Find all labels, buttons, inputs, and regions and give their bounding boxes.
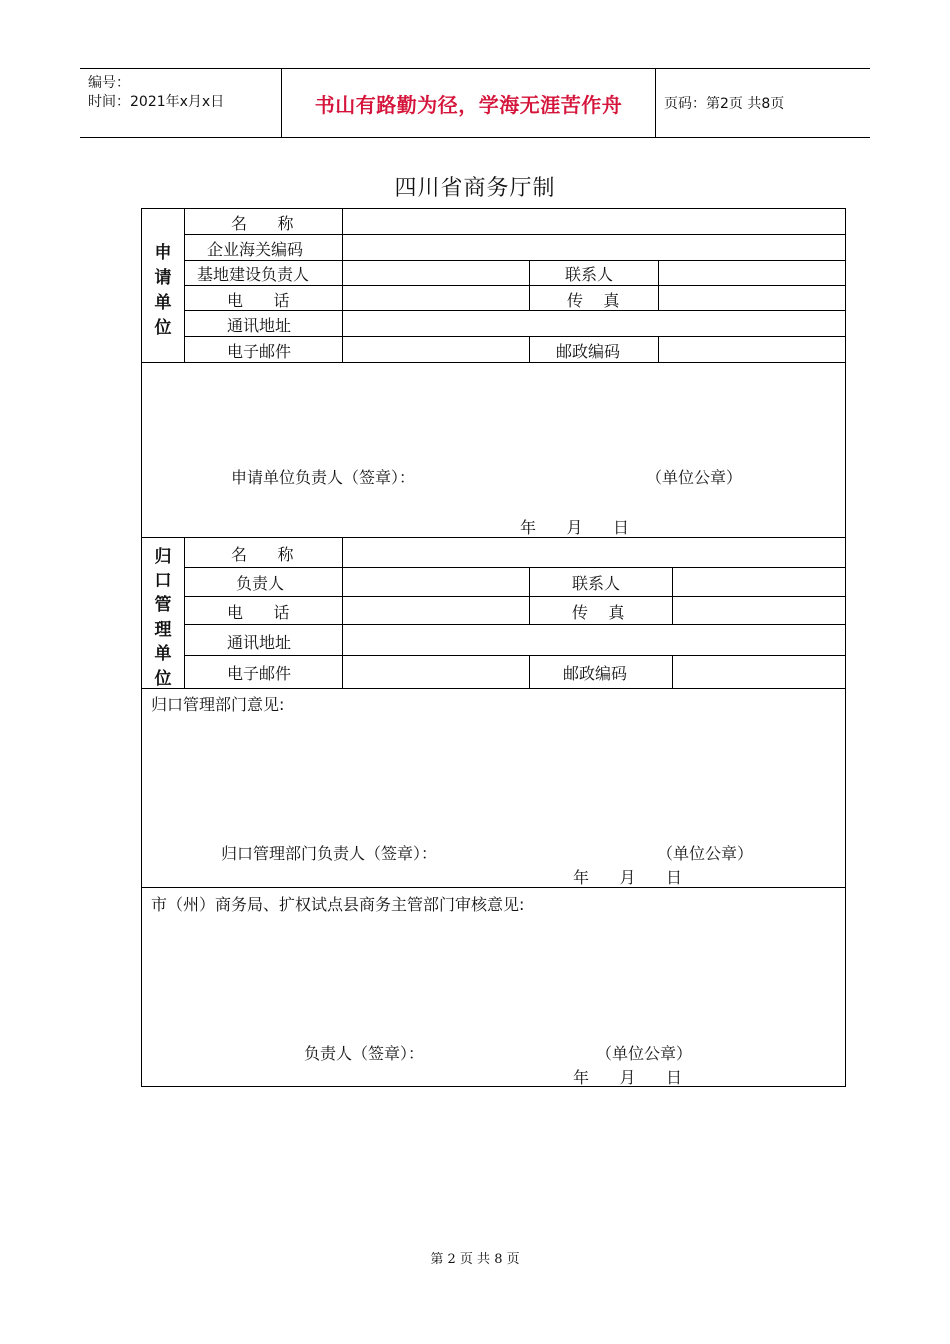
city-opinion-field[interactable]	[150, 915, 840, 1035]
applicant-email-field[interactable]	[343, 337, 529, 362]
dept-opinion-heading: 归口管理部门意见:	[151, 695, 285, 714]
dept-seal-label: （单位公章）	[657, 844, 754, 863]
dept-sign-label: 归口管理部门负责人（签章）：	[221, 844, 438, 863]
dept-opinion-field[interactable]	[150, 715, 840, 835]
management-name-label: 名 称	[231, 545, 294, 564]
management-email-field[interactable]	[343, 656, 529, 688]
applicant-base-leader-field[interactable]	[343, 261, 529, 285]
management-name-field[interactable]	[343, 538, 845, 567]
management-email-label: 电子邮件	[227, 664, 292, 683]
applicant-signature-area[interactable]	[460, 462, 630, 488]
applicant-address-field[interactable]	[343, 311, 845, 336]
management-address-label: 通讯地址	[227, 633, 292, 652]
header-motto: 书山有路勤为径，学海无涯苦作舟	[281, 69, 656, 137]
applicant-postcode-label: 邮政编码	[556, 342, 621, 361]
page-header	[80, 68, 870, 138]
header-page-info: 页码：第2页 共8页	[664, 96, 785, 112]
page-title: 四川省商务厅制	[394, 176, 556, 201]
applicant-seal-label: （单位公章）	[646, 468, 743, 487]
management-leader-field[interactable]	[343, 568, 529, 596]
applicant-name-label: 名 称	[231, 214, 294, 233]
applicant-phone-label: 电 话	[227, 291, 290, 310]
management-fax-label: 传 真	[572, 603, 625, 622]
city-opinion-heading: 市（州）商务局、扩权试点县商务主管部门审核意见:	[151, 895, 525, 914]
management-leader-label: 负责人	[236, 574, 285, 593]
management-contact-field[interactable]	[673, 568, 845, 596]
applicant-date-label: 年 月 日	[520, 518, 630, 537]
applicant-contact-field[interactable]	[659, 261, 845, 285]
number-label: 编号：	[88, 75, 130, 91]
page-footer: 第 2 页 共 8 页	[430, 1252, 520, 1267]
applicant-fax-label: 传 真	[567, 291, 620, 310]
management-fax-field[interactable]	[673, 597, 845, 624]
applicant-customs-code-label: 企业海关编码	[207, 240, 304, 259]
city-seal-label: （单位公章）	[596, 1044, 693, 1063]
management-contact-label: 联系人	[572, 574, 621, 593]
dept-date-label: 年 月 日	[573, 868, 683, 887]
applicant-base-leader-label: 基地建设负责人	[197, 265, 310, 284]
header-meta	[80, 69, 280, 137]
applicant-sign-label: 申请单位负责人（签章）：	[231, 468, 416, 487]
applicant-email-label: 电子邮件	[227, 342, 292, 361]
applicant-name-field[interactable]	[343, 209, 845, 234]
management-address-field[interactable]	[343, 625, 845, 655]
management-phone-field[interactable]	[343, 597, 529, 624]
management-phone-label: 电 话	[227, 603, 290, 622]
applicant-fax-field[interactable]	[659, 286, 845, 310]
applicant-phone-field[interactable]	[343, 286, 529, 310]
time-label: 时间：2021年x月x日	[88, 94, 225, 110]
applicant-customs-code-field[interactable]	[343, 235, 845, 260]
management-postcode-label: 邮政编码	[563, 664, 628, 683]
city-sign-label: 负责人（签章）：	[304, 1044, 425, 1063]
applicant-address-label: 通讯地址	[227, 316, 292, 335]
applicant-contact-label: 联系人	[565, 265, 614, 284]
city-date-label: 年 月 日	[573, 1068, 683, 1087]
management-postcode-field[interactable]	[673, 656, 845, 688]
applicant-postcode-field[interactable]	[659, 337, 845, 362]
